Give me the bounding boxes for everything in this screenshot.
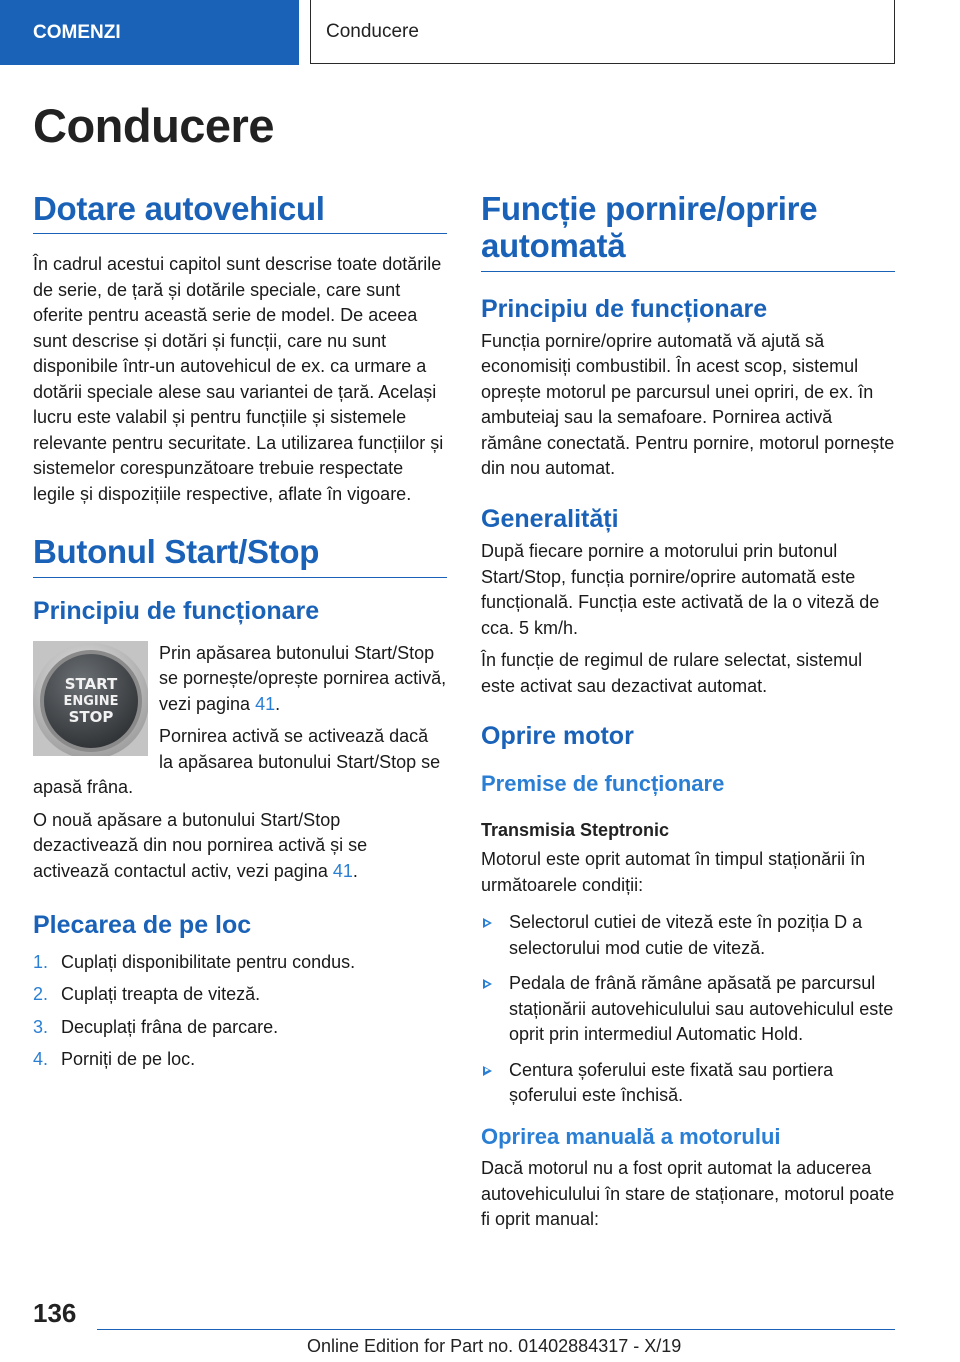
icon-text-stop: STOP — [68, 707, 114, 726]
heading-premise: Premise de funcționare — [481, 771, 725, 797]
plecarea-steps — [33, 950, 447, 1073]
list-item: 2. Cuplați treapta de viteză. — [33, 984, 261, 1005]
page-link-41[interactable]: 41 — [332, 860, 353, 881]
section-header-label: Conducere — [326, 20, 419, 42]
page-title: Conducere — [33, 99, 274, 152]
heading-dotare: Dotare autovehicul — [33, 190, 447, 234]
generalitati-p1: După fiecare pornire a motorului prin butonul Start/Stop, funcția pornire/oprire automată este funcțională. Funcția este activată de la o viteză de cca. 5 km/h. — [481, 541, 880, 638]
chapter-tab — [0, 0, 299, 65]
heading-transmisia: Transmisia Steptronic — [481, 819, 670, 840]
list-item: Pedala de frână rămâne apăsată pe parcursul staționării autovehiculului sau autovehiculul este oprit prin intermediul Automatic Hold. — [481, 971, 895, 1048]
generalitati-p2: În funcție de regimul de rulare selectat, sistemul este activat sau dezactivat automat. — [481, 650, 863, 696]
oprire-manuala-body: Dacă motorul nu a fost oprit automat la aducerea autovehiculului în stare de staționare, motorul poate fi oprit manual: — [481, 1158, 895, 1229]
start-engine-stop-button-icon — [33, 641, 148, 756]
chapter-tab-label: COMENZI — [33, 21, 121, 43]
triangle-bullet-icon — [483, 1066, 492, 1076]
heading-oprire-motor: Oprire motor — [481, 722, 634, 751]
buton-p1: Prin apăsarea butonului Start/Stop se pornește/oprește pornirea activă, vezi pagina 41. — [159, 642, 447, 714]
list-item: 3. Decuplați frâna de parcare. — [33, 1016, 279, 1037]
list-item: Centura șoferului este fixată sau portiera șoferului este închisă. — [481, 1058, 895, 1109]
heading-principiu-buton: Principiu de funcționare — [33, 596, 320, 625]
dotare-body: În cadrul acestui capitol sunt descrise toate dotările de serie, de țară și dotările speciale, care sunt oferite pentru această serie de model. De aceea sunt descrise și dotări și funcții, care nu sunt disponibile într-un autovehicul de ex. ca urmare a dotării speciale alese sau variantei de țară. Același lucru este valabil și pentru funcțiile și sistemele relevante pentru securitate. La utilizarea funcțiilor și sistemelor corespunzătoare trebuie respectate legile și dispozițiile respective, aflate în vigoare. — [33, 254, 444, 504]
section-header — [310, 0, 895, 64]
page-link-41[interactable]: 41 — [255, 693, 276, 714]
right-column — [481, 190, 895, 1240]
icon-text-start: START — [64, 674, 118, 693]
buton-p3: O nouă apăsare a butonului Start/Stop dezactivează din nou pornirea activă și se activează contactul activ, vezi pagina 41. — [33, 809, 368, 881]
principiu-auto-body: Funcția pornire/oprire automată vă ajută să economisiți combustibil. În acest scop, sistemul oprește motorul pe parcursul unei opriri, de ex. în ambuteiaj sau la semafoare. Pornirea activă rămâne conectată. Pentru pornire, motorul pornește din nou automat. — [481, 330, 895, 479]
triangle-bullet-icon — [483, 918, 492, 928]
left-column — [33, 190, 447, 1080]
footer-divider — [97, 1329, 895, 1330]
list-item: 1. Cuplați disponibilitate pentru condus. — [33, 951, 356, 972]
triangle-bullet-icon — [483, 979, 492, 989]
icon-text-engine: ENGINE — [63, 693, 119, 709]
heading-principiu-auto: Principiu de funcționare — [481, 294, 768, 323]
buton-p2: Pornirea activă se activează dacă la apăsarea butonului Start/Stop se apasă frâna. — [33, 726, 441, 798]
heading-pornire-oprire: Funcție pornire/oprire automată — [481, 190, 895, 272]
page-number: 136 — [33, 1298, 77, 1328]
heading-buton: Butonul Start/Stop — [33, 533, 447, 577]
conditions-list — [481, 910, 895, 1109]
heading-oprire-manuala: Oprirea manuală a motorului — [481, 1123, 781, 1149]
transmisia-body: Motorul este oprit automat în timpul staționării în următoarele condiții: — [481, 849, 866, 895]
footer-edition: Online Edition for Part no. 01402884317 - X/19 — [307, 1336, 682, 1356]
list-item: Selectorul cutiei de viteză este în poziția D a selectorului mod cutie de viteză. — [481, 910, 895, 961]
list-item: 4. Porniți de pe loc. — [33, 1049, 196, 1070]
heading-generalitati: Generalități — [481, 504, 619, 533]
heading-plecarea: Plecarea de pe loc — [33, 911, 252, 940]
